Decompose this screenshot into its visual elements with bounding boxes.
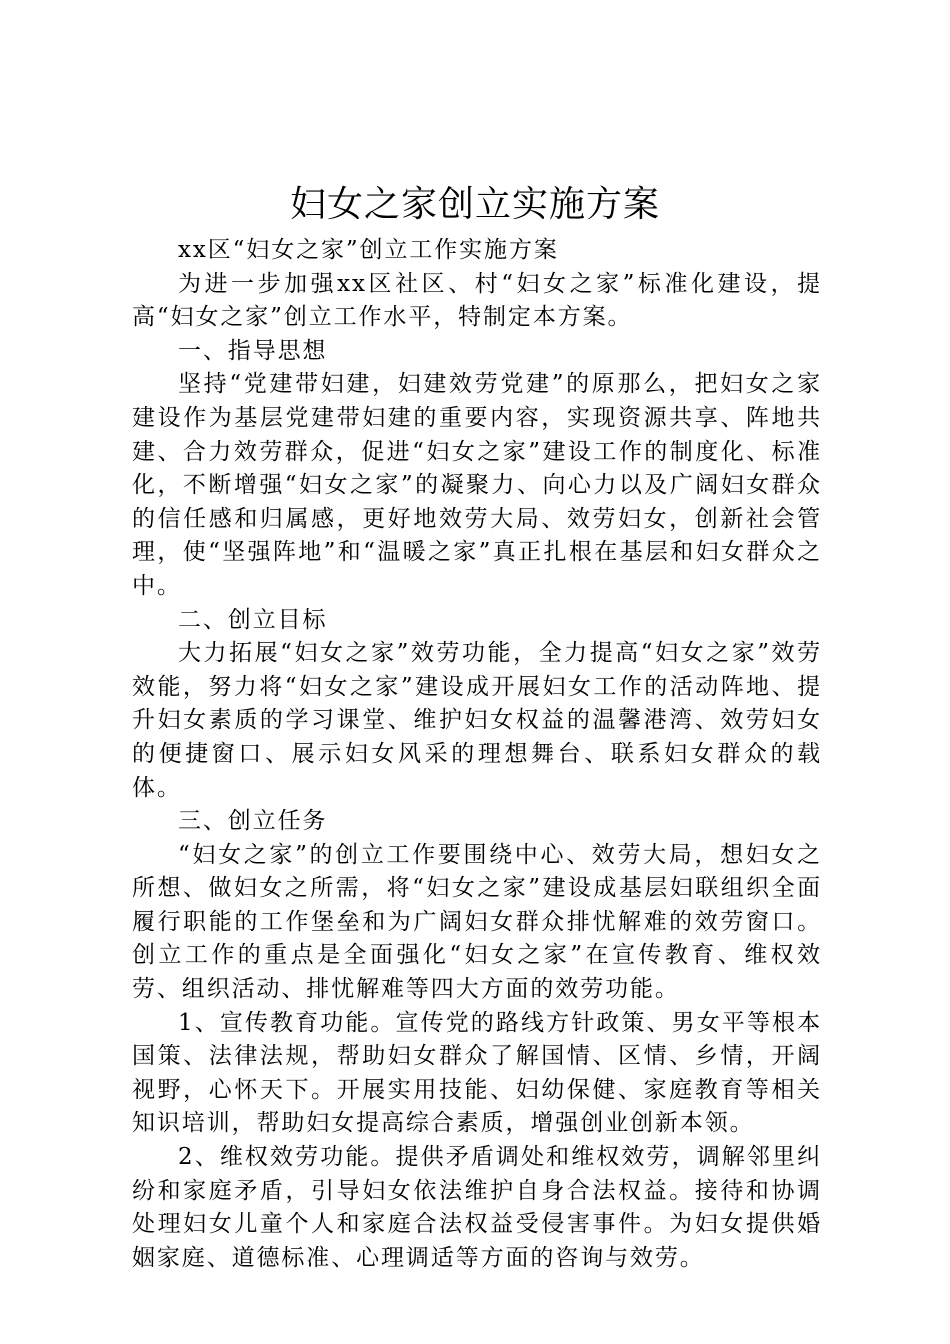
paragraph-guiding-ideology: 坚持“党建带妇建，妇建效劳党建”的原那么，把妇女之家建设作为基层党建带妇建的重要内容，实现资源共享、阵地共建、合力效劳群众，促进“妇女之家”建设工作的制度化、标准化，不断增强“妇女之家”的凝聚力、向心力以及广阔妇女群众的信任感和归属感，更好地效劳大局、效劳妇女，创新社会管理，使“坚强阵地”和“温暖之家”真正扎根在基层和妇女群众之中。 (132, 371, 822, 599)
document-body (132, 234, 822, 1275)
paragraph-subtitle: xx区“妇女之家”创立工作实施方案 (178, 237, 559, 263)
section-heading-guiding-ideology: 一、指导思想 (178, 337, 328, 364)
paragraph-tasks: “妇女之家”的创立工作要围绕中心、效劳大局，想妇女之所想、做妇女之所需，将“妇女之家”建设成基层妇联组织全面履行职能的工作堡垒和为广阔妇女群众排忧解难的效劳窗口。创立工作的重点是全面强化“妇女之家”在宣传教育、维权效劳、组织活动、排忧解难等四大方面的效劳功能。 (132, 841, 822, 1003)
document-title: 妇女之家创立实施方案 (289, 184, 660, 225)
paragraph-rights-service: 2、维权效劳功能。提供矛盾调处和维权效劳，调解邻里纠纷和家庭矛盾，引导妇女依法维护自身合法权益。接待和协调处理妇女儿童个人和家庭合法权益受侵害事件。为妇女提供婚姻家庭、道德标准、心理调适等方面的咨询与效劳。 (132, 1144, 822, 1271)
paragraph-publicity-education: 1、宣传教育功能。宣传党的路线方针政策、男女平等根本国策、法律法规，帮助妇女群众了解国情、区情、乡情，开阔视野，心怀天下。开展实用技能、妇幼保健、家庭教育等相关知识培训，帮助妇女提高综合素质，增强创业创新本领。 (132, 1009, 822, 1137)
section-heading-goals: 二、创立目标 (178, 606, 328, 633)
paragraph-intro: 为进一步加强xx区社区、村“妇女之家”标准化建设，提高“妇女之家”创立工作水平，特制定本方案。 (132, 270, 822, 331)
section-heading-tasks: 三、创立任务 (178, 808, 328, 835)
paragraph-goals: 大力拓展“妇女之家”效劳功能，全力提高“妇女之家”效劳效能，努力将“妇女之家”建设成开展妇女工作的活动阵地、提升妇女素质的学习课堂、维护妇女权益的温馨港湾、效劳妇女的便捷窗口、展示妇女风采的理想舞台、联系妇女群众的载体。 (132, 640, 822, 801)
